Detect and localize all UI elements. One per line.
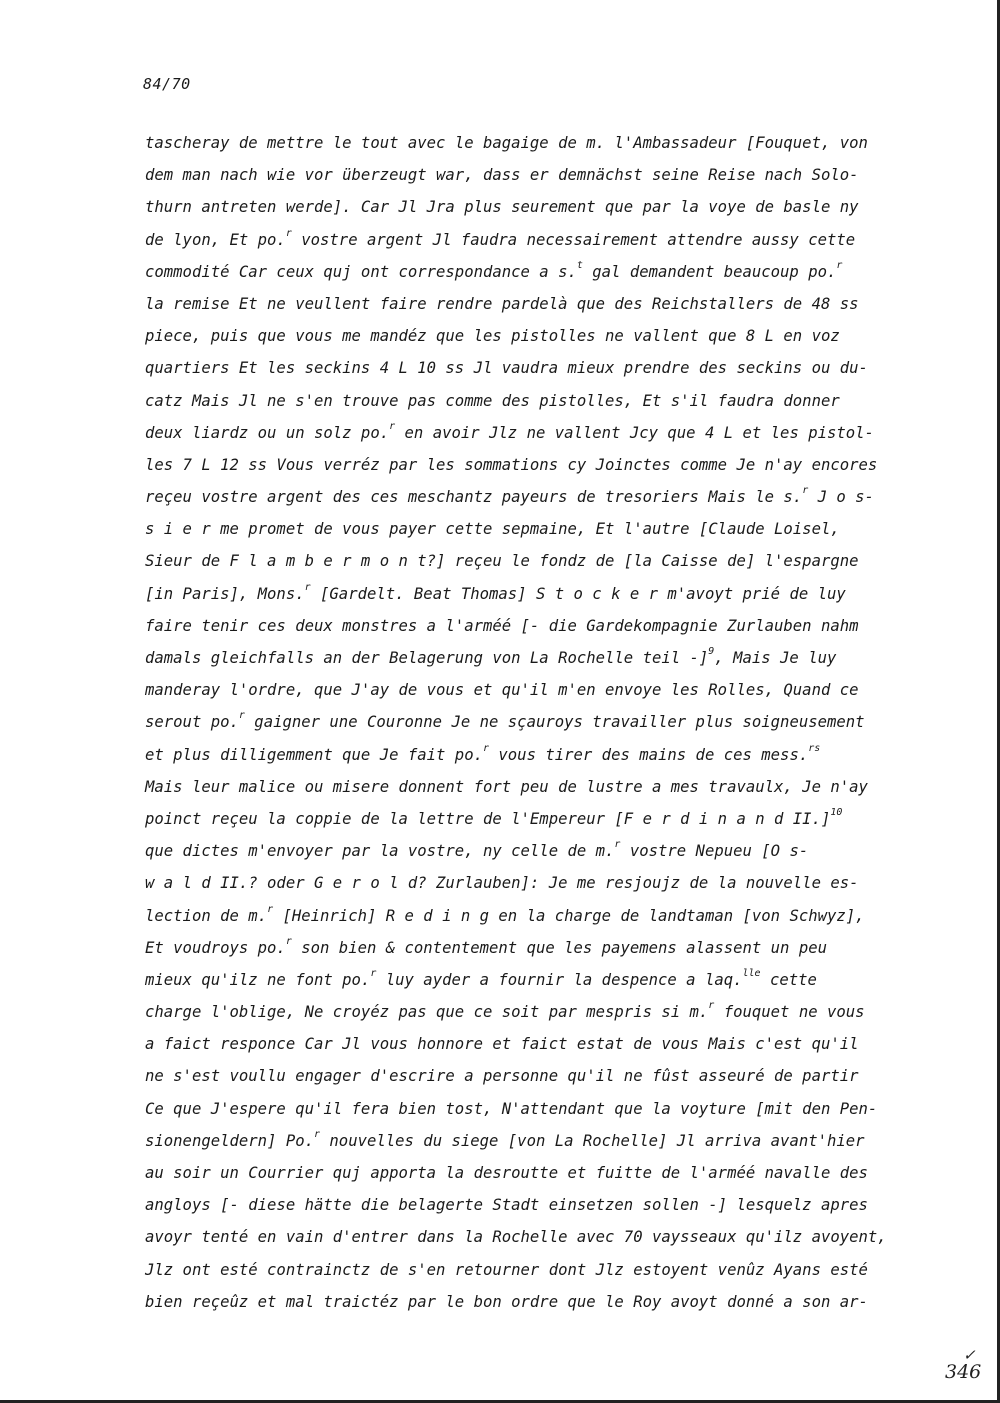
text-line: [145, 1028, 935, 1060]
superscript: r: [482, 742, 490, 754]
text-line: [145, 224, 935, 256]
text-segment: que dictes m'envoyer par la vostre, ny celle de m.: [145, 842, 615, 861]
text-segment: reçeu vostre argent des ces meschantz payeurs de tresoriers Mais le s.: [145, 488, 803, 507]
text-segment: en avoir Jlz ne vallent Jcy que 4 L et les pistol-: [395, 423, 874, 442]
text-segment: de lyon, Et po.: [145, 230, 286, 249]
text-line: [145, 191, 935, 223]
text-segment: manderay l'ordre, que J'ay de vous et qu'il m'en envoye les Rolles, Quand ce: [145, 681, 859, 700]
text-segment: sionengeldern] Po.: [145, 1131, 314, 1150]
text-line: [145, 964, 935, 996]
text-line: [145, 127, 935, 159]
text-segment: au soir un Courrier quj apporta la desroutte et fuitte de l'arméé navalle des: [145, 1164, 868, 1182]
superscript: r: [614, 839, 621, 851]
text-segment: luy ayder a fournir la despence a laq.: [376, 970, 743, 989]
text-segment: la remise Et ne veullent faire rendre pardelà que des Reichstallers de 48 ss: [145, 294, 859, 313]
text-line: [145, 320, 935, 352]
superscript: r: [304, 581, 311, 593]
text-line: [145, 771, 935, 803]
text-segment: charge l'oblige, Ne croyéz pas que ce soit par mespris si m.: [145, 1003, 709, 1022]
text-segment: serout po.: [145, 713, 239, 732]
text-line: [145, 932, 935, 964]
text-line: [145, 803, 935, 835]
text-segment: catz Mais Jl ne s'en trouve pas comme des pistolles, Et s'il faudra donner: [145, 391, 840, 410]
text-line: [145, 513, 935, 545]
text-line: [145, 610, 935, 642]
text-segment: [in Paris], Mons.: [145, 584, 305, 603]
text-segment: lection de m.: [145, 906, 268, 925]
text-segment: poinct reçeu la coppie de la lettre de l'Empereur [F e r d i n a n d II.]: [145, 809, 831, 828]
superscript: t: [576, 259, 583, 271]
text-line: [145, 706, 935, 738]
text-line: [145, 1254, 935, 1286]
text-segment: a faict responce Car Jl vous honnore et faict estat de vous Mais c'est qu'il: [145, 1035, 859, 1054]
text-segment: J o s-: [808, 488, 874, 507]
text-line: [145, 867, 935, 899]
text-segment: bien reçeûz et mal traictéz par le bon ordre que le Roy avoyt donné a son ar-: [145, 1292, 868, 1311]
superscript: r: [370, 967, 377, 979]
text-line: [145, 545, 935, 577]
text-segment: [Gardelt. Beat Thomas] S t o c k e r m'avoyt prié de luy: [310, 584, 846, 603]
text-line: [145, 385, 935, 417]
text-line: [145, 417, 935, 449]
text-segment: [Heinrich] R e d i n g en la charge de landtaman [von Schwyz],: [273, 906, 865, 925]
text-segment: w a l d II.? oder G e r o l d? Zurlauben]: Je me resjoujz de la nouvelle es-: [145, 874, 859, 893]
superscript: 10: [830, 806, 843, 818]
text-line: [145, 1060, 935, 1092]
superscript: r: [314, 1128, 321, 1140]
superscript: rs: [808, 742, 821, 754]
text-segment: Jlz ont esté contrainctz de s'en retourner dont Jlz estoyent venûz Ayans esté: [145, 1260, 868, 1279]
text-line: [145, 900, 935, 932]
text-line: [145, 739, 935, 771]
text-line: [145, 288, 935, 320]
text-segment: s i e r me promet de vous payer cette sepmaine, Et l'autre [Claude Loisel,: [145, 520, 840, 539]
text-segment: vostre argent Jl faudra necessairement attendre aussy cette: [291, 230, 856, 249]
text-segment: thurn antreten werde]. Car Jl Jra plus seurement que par la voye de basle ny: [145, 198, 859, 217]
text-segment: dem man nach wie vor überzeugt war, dass er demnächst seine Reise nach Solo-: [145, 166, 859, 185]
superscript: r: [267, 903, 274, 915]
text-segment: Et voudroys po.: [145, 938, 286, 957]
text-line: [145, 1221, 935, 1253]
text-line: [145, 1157, 935, 1189]
superscript: r: [836, 259, 843, 271]
text-segment: commodité Car ceux quj ont correspondance a s.: [145, 262, 577, 281]
superscript: r: [389, 420, 396, 432]
text-segment: deux liardz ou un solz po.: [145, 423, 390, 442]
superscript: r: [285, 935, 292, 947]
text-line: [145, 352, 935, 384]
text-segment: Sieur de F l a m b e r m o n t?] reçeu le fondz de [la Caisse de] l'espargne: [145, 552, 859, 571]
archive-page-number: 346: [945, 1361, 982, 1383]
text-segment: cette: [760, 970, 817, 989]
text-segment: gal demandent beaucoup po.: [582, 262, 837, 281]
text-segment: nouvelles du siege [von La Rochelle] Jl arriva avant'hier: [320, 1131, 865, 1150]
text-line: [145, 1125, 935, 1157]
text-line: [145, 674, 935, 706]
superscript: lle: [742, 967, 761, 979]
text-line: [145, 1189, 935, 1221]
text-line: [145, 159, 935, 191]
text-line: [145, 481, 935, 513]
text-segment: tascheray de mettre le tout avec le bagaige de m. l'Ambassadeur [Fouquet, von: [145, 134, 868, 152]
text-line: [145, 449, 935, 481]
text-segment: avoyr tenté en vain d'entrer dans la Rochelle avec 70 vaysseaux qu'ilz avoyent,: [145, 1228, 887, 1247]
page-reference: 84/70: [143, 75, 191, 93]
text-segment: angloys [- diese hätte die belagerte Stadt einsetzen sollen -] lesquelz apres: [145, 1196, 868, 1215]
text-segment: piece, puis que vous me mandéz que les pistolles ne vallent que 8 L en voz: [145, 327, 840, 346]
text-line: [145, 996, 935, 1028]
archive-page-stamp: [945, 1348, 981, 1382]
text-line: [145, 642, 935, 674]
text-segment: , Mais Je luy: [714, 649, 837, 667]
superscript: r: [285, 227, 292, 239]
letter-transcription: [145, 127, 935, 1318]
text-segment: faire tenir ces deux monstres a l'arméé [- die Gardekompagnie Zurlauben nahm: [145, 616, 859, 635]
text-segment: Ce que J'espere qu'il fera bien tost, N'attendant que la voyture [mit den Pen-: [145, 1099, 878, 1118]
text-line: [145, 1093, 935, 1125]
text-segment: ne s'est voullu engager d'escrire a personne qu'il ne fûst asseuré de partir: [145, 1067, 859, 1086]
text-segment: fouquet ne vous: [714, 1003, 865, 1022]
text-segment: quartiers Et les seckins 4 L 10 ss Jl vaudra mieux prendre des seckins ou du-: [145, 359, 868, 378]
text-segment: et plus dilligemment que Je fait po.: [145, 745, 483, 764]
text-segment: son bien & contentement que les payemens alassent un peu: [291, 938, 827, 957]
superscript: 9: [708, 646, 715, 657]
text-line: [145, 835, 935, 867]
text-line: [145, 256, 935, 288]
text-segment: les 7 L 12 ss Vous verréz par les sommations cy Joinctes comme Je n'ay encores: [145, 455, 878, 474]
text-segment: damals gleichfalls an der Belagerung von La Rochelle teil -]: [145, 649, 709, 667]
text-segment: vous tirer des mains de ces mess.: [489, 745, 809, 764]
text-segment: Mais leur malice ou misere donnent fort peu de lustre a mes travaulx, Je n'ay: [145, 777, 868, 796]
text-line: [145, 578, 935, 610]
superscript: r: [708, 1000, 715, 1012]
text-segment: gaigner une Couronne Je ne sçauroys travailler plus soigneusement: [244, 713, 865, 732]
superscript: r: [802, 485, 809, 497]
text-segment: mieux qu'ilz ne font po.: [145, 970, 371, 989]
superscript: r: [238, 710, 245, 722]
check-mark-icon: ✓: [963, 1346, 976, 1364]
text-line: [145, 1286, 935, 1318]
text-segment: vostre Nepueu [O s-: [620, 842, 809, 861]
